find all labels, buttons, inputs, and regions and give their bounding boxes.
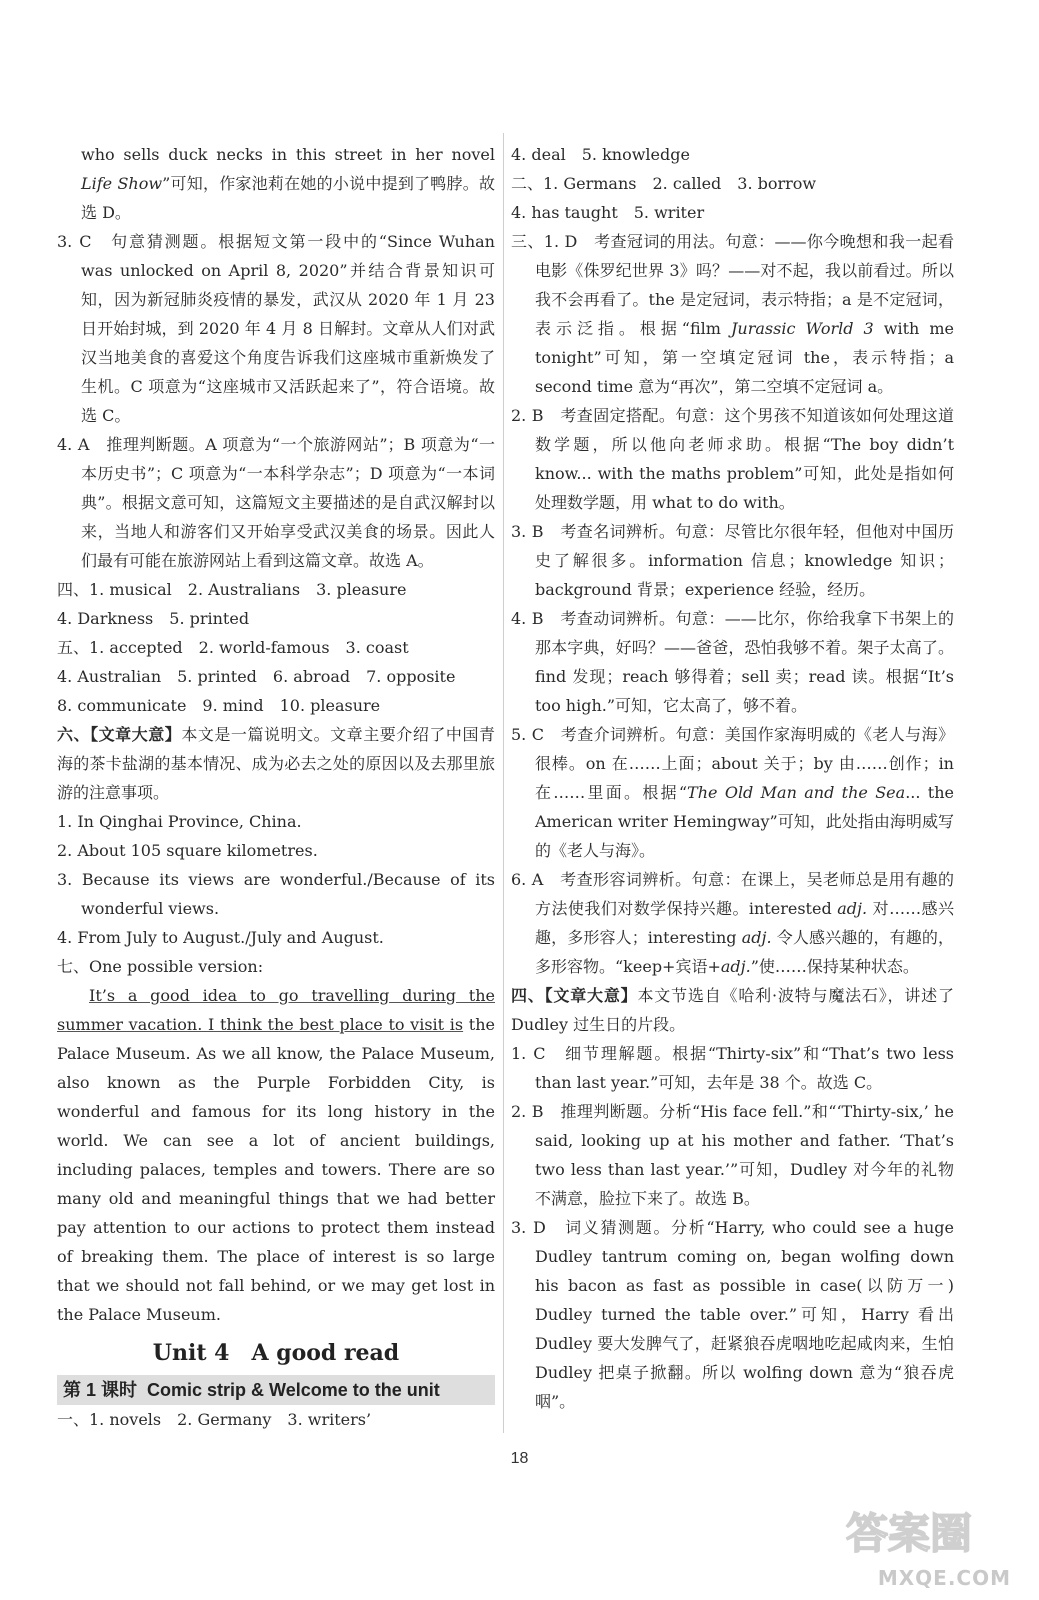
section-3-item-2: 2. B 考查固定搭配。句意：这个男孩不知道该如何处理这道数学题，所以他向老师求助。根据“The boy didn’t know... with the maths problem”可知，此处是指如何处理数学题，用 what to do with。 [511,406,954,512]
section-4-answers: 四、1. musical 2. Australians 3. pleasure [57,580,407,599]
page-number: 18 [510,1450,529,1467]
section-6-summary: 六、【文章大意】本文是一篇说明文。文章主要介绍了中国青海的茶卡盐湖的基本情况、成为必去之处的原因以及去那里旅游的注意事项。 [57,725,495,802]
section-1-answers: 4. deal 5. knowledge [511,145,690,164]
section-3-item-6: 6. A 考查形容词辨析。句意：在课上，吴老师总是用有趣的方法使我们对数学保持兴趣。interested adj. 对……感兴趣，多形容人；interesting adj. 令人感兴趣的，有趣的，多形容物。“keep+宾语+adj.”使……保持某种状态。 [511,870,954,976]
lesson-label: 第 1 课时 [63,1380,138,1400]
section-6-answer: 1. In Qinghai Province, China. [57,812,302,831]
section-2-answers: 4. has taught 5. writer [511,203,705,222]
section-6-answer: 3. Because its views are wonderful./Because of its wonderful views. [57,870,495,918]
section-4-answers: 4. Darkness 5. printed [57,609,250,628]
unit-title: Unit 4 A good read [152,1340,400,1366]
section-6-answer: 4. From July to August./July and August. [57,928,384,947]
section-3-item-5: 5. C 考查介词辨析。句意：美国作家海明威的《老人与海》很棒。on 在……上面；about 关于；by 由……创作；in 在……里面。根据“The Old Man and the Sea... the American writer Hemingway”可知，此处指由海明威写的《老人与海》。 [511,725,954,860]
answer-item-4: 4. A 推理判断题。A 项意为“一个旅游网站”；B 项意为“一本历史书”；C 项意为“一本科学杂志”；D 项意为“一本词典”。根据文意可知，这篇短文主要描述的是自武汉解封以来，当地人和游客们又开始享受武汉美食的场景。因此人们最有可能在旅游网站上看到这篇文章。故选 A。 [57,435,495,570]
section-5-answers: 8. communicate 9. mind 10. pleasure [57,696,381,715]
left-column [57,140,495,1434]
section-6-answer: 2. About 105 square kilometres. [57,841,318,860]
watermark-url: MXQE.COM [877,1566,1011,1590]
sample-essay: It’s a good idea to go travelling during the summer vacation. I think the best place to visit is the Palace Museum. As we all know, the Palace Museum, also known as the Purple Forbidden City, is wonderful and famous for its long history in the world. We can see a lot of ancient buildings, including palaces, temples and towers. There are so many old and meaningful things that we had better pay attention to our actions to protect them instead of breaking them. The place of interest is so large that we should not fall behind, or we may get lost in the Palace Museum. [57,986,495,1324]
section-3-item-1: 三、1. D 考查冠词的用法。句意：——你今晚想和我一起看电影《侏罗纪世界 3》吗？——对不起，我以前看过。所以我不会再看了。the 是定冠词，表示特指；a 是不定冠词，表示泛指。根据“film Jurassic World 3 with me tonight”可知，第一空填定冠词 the，表示特指；a second time 意为“再次”，第二空填不定冠词 a。 [511,232,955,396]
section-4-summary: 四、【文章大意】本文节选自《哈利·波特与魔法石》，讲述了 Dudley 过生日的片段。 [511,986,954,1034]
answer-paragraph: who sells duck necks in this street in her novel Life Show”可知，作家池莉在她的小说中提到了鸭脖。故选 D。 [81,145,496,222]
section-2-answers: 二、1. Germans 2. called 3. borrow [511,174,817,193]
section-4-item-3: 3. D 词义猜测题。分析“Harry, who could see a huge Dudley tantrum coming on, began wolfing down his bacon as fast as possible in case(以防万一) Dudley turned the table over.”可知，Harry 看出 Dudley 要大发脾气了，赶紧狼吞虎咽地吃起咸肉来，生怕 Dudley 把桌子掀翻。所以 wolfing down 意为“狼吞虎咽”。 [511,1218,954,1411]
section-3-item-3: 3. B 考查名词辨析。句意：尽管比尔很年轻，但他对中国历史了解很多。information 信息；knowledge 知识；background 背景；experience 经验，经历。 [511,522,954,599]
column-divider [503,133,504,1433]
section-5-answers: 五、1. accepted 2. world-famous 3. coast [57,638,409,657]
answer-item-3: 3. C 句意猜测题。根据短文第一段中的“Since Wuhan was unlocked on April 8, 2020”并结合背景知识可知，因为新冠肺炎疫情的暴发，武汉从 2020 年 1 月 23 日开始封城，到 2020 年 4 月 8 日解封。文章从人们对武汉当地美食的喜爱这个角度告诉我们这座城市重新焕发了生机。C 项意为“这座城市又活跃起来了”，符合语境。故选 C。 [57,232,495,425]
section-4-item-2: 2. B 推理判断题。分析“His face fell.”和“‘Thirty-six,’ he said, looking up at his mother and father. ‘That’s two less than last year.’”可知，Dudley 对今年的礼物不满意，脸拉下来了。故选 B。 [511,1102,954,1208]
lesson-name: Comic strip & Welcome to the unit [147,1380,440,1400]
section-1-answers: 一、1. novels 2. Germany 3. writers’ [57,1410,372,1429]
right-column [511,140,954,1416]
section-5-answers: 4. Australian 5. printed 6. abroad 7. opposite [57,667,456,686]
section-7-heading: 七、One possible version: [57,957,264,976]
svg-text:答案圈: 答案圈 [845,1509,973,1558]
lesson-header [57,1375,495,1405]
section-3-item-4: 4. B 考查动词辨析。句意：——比尔，你给我拿下书架上的那本字典，好吗？——爸爸，恐怕我够不着。架子太高了。find 发现；reach 够得着；sell 卖；read 读。根据“It’s too high.”可知，它太高了，够不着。 [511,609,954,715]
section-4-item-1: 1. C 细节理解题。根据“Thirty-six”和“That’s two less than last year.”可知，去年是 38 个。故选 C。 [511,1044,954,1092]
